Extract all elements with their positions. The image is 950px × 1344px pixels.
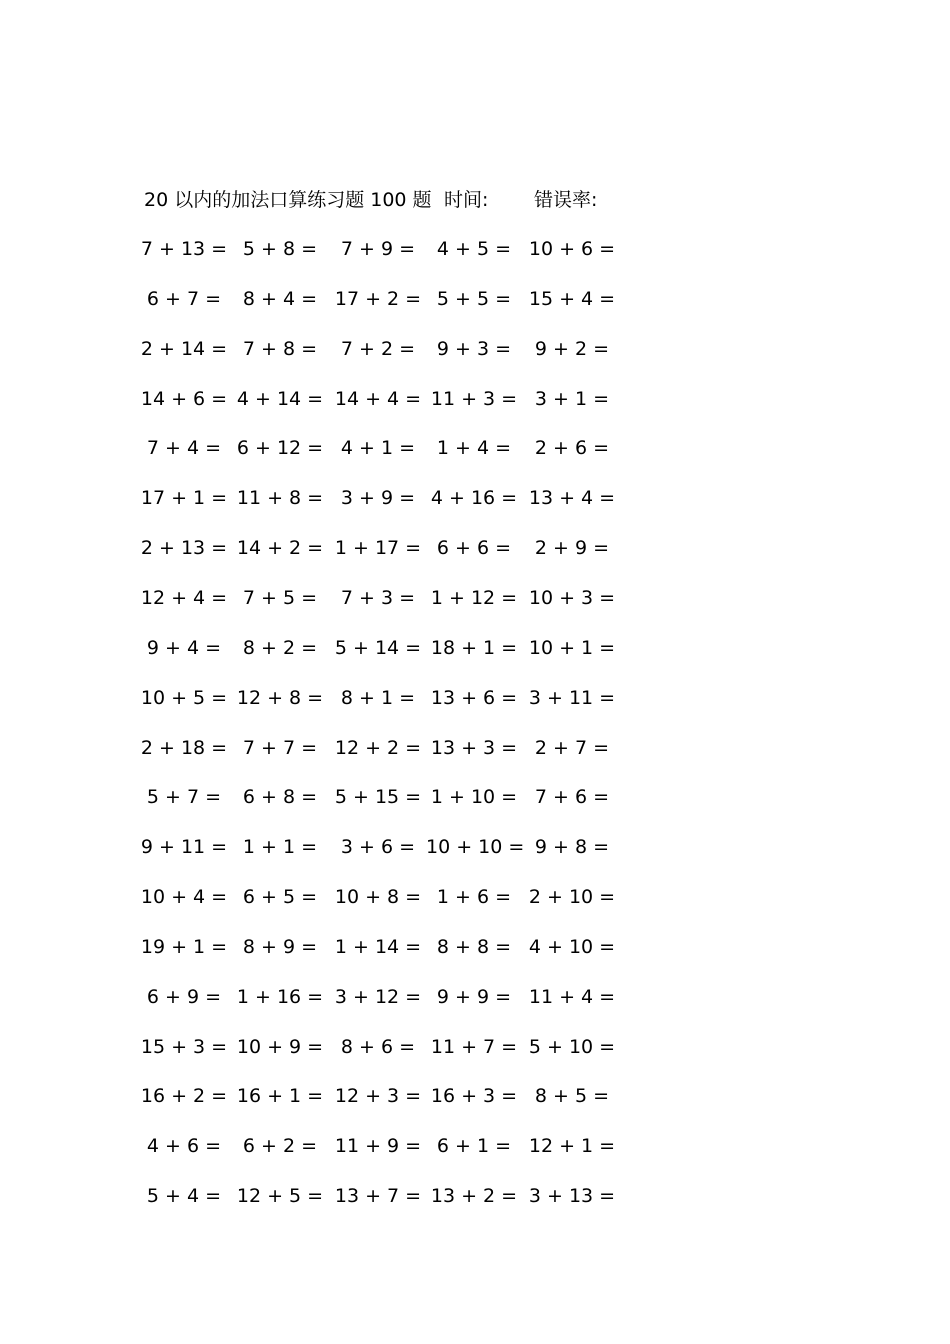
- problem-cell: 6 + 7 =: [146, 287, 222, 310]
- problem-row: [0, 782, 950, 812]
- problem-cell: 11 + 4 =: [528, 985, 616, 1008]
- problem-cell: 8 + 6 =: [340, 1035, 416, 1058]
- problem-row: [0, 533, 950, 563]
- problem-row: [0, 583, 950, 613]
- problem-cell: 8 + 4 =: [242, 287, 318, 310]
- problem-cell: 12 + 3 =: [334, 1085, 422, 1108]
- problem-cell: 12 + 5 =: [236, 1185, 324, 1208]
- problem-cell: 11 + 9 =: [334, 1135, 422, 1158]
- problem-cell: 5 + 5 =: [436, 287, 512, 310]
- problem-cell: 2 + 6 =: [534, 437, 610, 460]
- problem-row: [0, 633, 950, 663]
- problem-row: [0, 433, 950, 463]
- problem-cell: 10 + 1 =: [528, 636, 616, 659]
- problem-cell: 7 + 5 =: [242, 586, 318, 609]
- problem-cell: 7 + 9 =: [340, 238, 416, 260]
- problem-cell: 2 + 9 =: [534, 537, 610, 560]
- problem-cell: 1 + 4 =: [436, 437, 512, 460]
- problem-cell: 9 + 2 =: [534, 337, 610, 360]
- problem-cell: 13 + 6 =: [430, 686, 518, 709]
- problem-cell: 8 + 1 =: [340, 686, 416, 709]
- problem-cell: 6 + 12 =: [236, 437, 324, 460]
- problem-cell: 15 + 3 =: [140, 1035, 228, 1058]
- problem-cell: 15 + 4 =: [528, 287, 616, 310]
- problem-cell: 7 + 6 =: [534, 786, 610, 809]
- worksheet-title: 20 以内的加法口算练习题 100 题: [144, 189, 432, 211]
- problem-cell: 4 + 5 =: [436, 238, 512, 260]
- problem-row: [0, 234, 950, 264]
- problem-cell: 2 + 14 =: [140, 337, 228, 360]
- problem-cell: 10 + 3 =: [528, 586, 616, 609]
- problem-cell: 8 + 2 =: [242, 636, 318, 659]
- problem-cell: 2 + 7 =: [534, 736, 610, 759]
- problem-cell: 17 + 2 =: [334, 287, 422, 310]
- problem-cell: 9 + 11 =: [140, 836, 228, 859]
- problem-cell: 3 + 12 =: [334, 985, 422, 1008]
- problem-cell: 4 + 6 =: [146, 1135, 222, 1158]
- problem-cell: 7 + 7 =: [242, 736, 318, 759]
- problem-cell: 9 + 8 =: [534, 836, 610, 859]
- problem-cell: 5 + 15 =: [334, 786, 422, 809]
- problem-cell: 2 + 18 =: [140, 736, 228, 759]
- problem-cell: 13 + 4 =: [528, 487, 616, 510]
- problem-cell: 1 + 6 =: [436, 886, 512, 909]
- problem-cell: 10 + 4 =: [140, 886, 228, 909]
- problem-cell: 7 + 4 =: [146, 437, 222, 460]
- problem-cell: 13 + 2 =: [430, 1185, 518, 1208]
- problem-row: [0, 1032, 950, 1062]
- problem-cell: 1 + 12 =: [430, 586, 518, 609]
- problem-cell: 1 + 17 =: [334, 537, 422, 560]
- problem-cell: 6 + 8 =: [242, 786, 318, 809]
- problem-cell: 6 + 1 =: [436, 1135, 512, 1158]
- problem-cell: 6 + 2 =: [242, 1135, 318, 1158]
- problem-cell: 12 + 8 =: [236, 686, 324, 709]
- problem-cell: 12 + 2 =: [334, 736, 422, 759]
- problem-cell: 10 + 9 =: [236, 1035, 324, 1058]
- problem-cell: 12 + 4 =: [140, 586, 228, 609]
- problem-cell: 5 + 4 =: [146, 1185, 222, 1208]
- problem-cell: 9 + 4 =: [146, 636, 222, 659]
- problem-cell: 11 + 7 =: [430, 1035, 518, 1058]
- problem-cell: 2 + 10 =: [528, 886, 616, 909]
- problem-cell: 7 + 8 =: [242, 337, 318, 360]
- problem-cell: 17 + 1 =: [140, 487, 228, 510]
- problem-cell: 7 + 2 =: [340, 337, 416, 360]
- problem-cell: 8 + 8 =: [436, 935, 512, 958]
- problem-row: [0, 483, 950, 513]
- problem-row: [0, 683, 950, 713]
- problem-cell: 3 + 6 =: [340, 836, 416, 859]
- problem-cell: 10 + 6 =: [528, 238, 616, 260]
- problem-cell: 6 + 6 =: [436, 537, 512, 560]
- problem-cell: 4 + 16 =: [430, 487, 518, 510]
- problem-cell: 1 + 10 =: [430, 786, 518, 809]
- problem-cell: 13 + 3 =: [430, 736, 518, 759]
- problem-cell: 9 + 9 =: [436, 985, 512, 1008]
- problem-cell: 3 + 1 =: [534, 387, 610, 410]
- error-rate-label: 错误率:: [534, 189, 598, 211]
- problem-row: [0, 932, 950, 962]
- problem-cell: 19 + 1 =: [140, 935, 228, 958]
- problem-cell: 14 + 6 =: [140, 387, 228, 410]
- problem-cell: 7 + 3 =: [340, 586, 416, 609]
- problem-row: [0, 832, 950, 862]
- problem-cell: 5 + 7 =: [146, 786, 222, 809]
- problem-cell: 1 + 1 =: [242, 836, 318, 859]
- problem-cell: 4 + 10 =: [528, 935, 616, 958]
- problem-cell: 16 + 1 =: [236, 1085, 324, 1108]
- problem-cell: 13 + 7 =: [334, 1185, 422, 1208]
- problem-cell: 4 + 1 =: [340, 437, 416, 460]
- problem-cell: 4 + 14 =: [236, 387, 324, 410]
- problem-cell: 7 + 13 =: [140, 238, 228, 260]
- problem-cell: 6 + 9 =: [146, 985, 222, 1008]
- problem-cell: 5 + 8 =: [242, 238, 318, 260]
- problem-row: [0, 1131, 950, 1161]
- problem-cell: 14 + 2 =: [236, 537, 324, 560]
- problem-cell: 1 + 14 =: [334, 935, 422, 958]
- problem-cell: 1 + 16 =: [236, 985, 324, 1008]
- problem-cell: 5 + 14 =: [334, 636, 422, 659]
- problem-cell: 11 + 3 =: [430, 387, 518, 410]
- problem-row: [0, 1181, 950, 1211]
- problem-cell: 18 + 1 =: [430, 636, 518, 659]
- problem-row: [0, 982, 950, 1012]
- problem-row: [0, 334, 950, 364]
- problem-cell: 14 + 4 =: [334, 387, 422, 410]
- problem-cell: 2 + 13 =: [140, 537, 228, 560]
- problem-cell: 3 + 9 =: [340, 487, 416, 510]
- problem-cell: 9 + 3 =: [436, 337, 512, 360]
- problem-cell: 8 + 9 =: [242, 935, 318, 958]
- problem-cell: 11 + 8 =: [236, 487, 324, 510]
- problem-cell: 3 + 13 =: [528, 1185, 616, 1208]
- problem-row: [0, 1081, 950, 1111]
- problem-cell: 16 + 3 =: [430, 1085, 518, 1108]
- problem-row: [0, 284, 950, 314]
- problem-cell: 10 + 10 =: [426, 836, 525, 859]
- problem-cell: 6 + 5 =: [242, 886, 318, 909]
- problem-cell: 16 + 2 =: [140, 1085, 228, 1108]
- problem-row: [0, 733, 950, 763]
- problem-cell: 5 + 10 =: [528, 1035, 616, 1058]
- problem-row: [0, 882, 950, 912]
- problem-cell: 12 + 1 =: [528, 1135, 616, 1158]
- problem-row: [0, 384, 950, 414]
- problem-cell: 3 + 11 =: [528, 686, 616, 709]
- problem-cell: 8 + 5 =: [534, 1085, 610, 1108]
- problem-cell: 10 + 5 =: [140, 686, 228, 709]
- problem-cell: 10 + 8 =: [334, 886, 422, 909]
- time-label: 时间:: [444, 189, 489, 211]
